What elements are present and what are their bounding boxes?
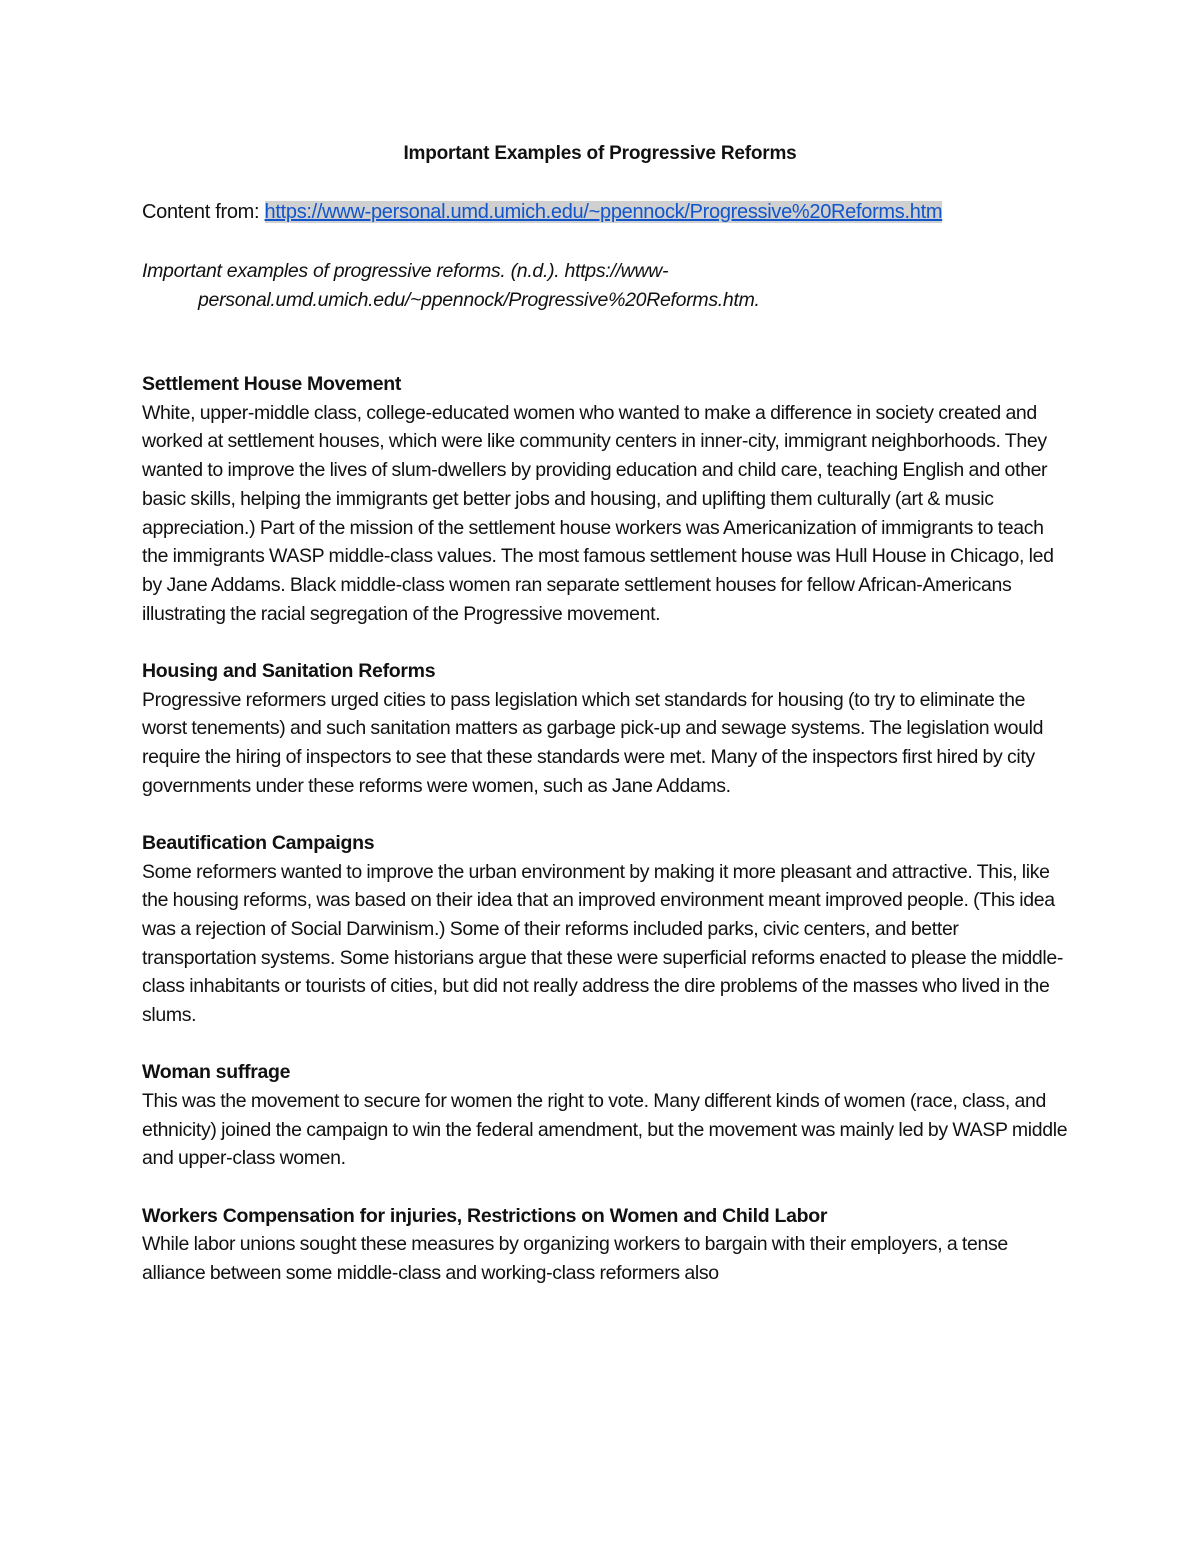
section-housing-sanitation: [142, 657, 1072, 801]
citation: [142, 257, 1072, 315]
section-heading: Workers Compensation for injuries, Restrictions on Women and Child Labor: [142, 1204, 828, 1227]
section-body: This was the movement to secure for women the right to vote. Many different kinds of women (race, class, and ethnicity) joined the campaign to win the federal amendment, but the movement was mainly led by WASP middle and upper-class women.: [142, 1089, 1068, 1170]
section-workers-compensation: [142, 1202, 1072, 1288]
section-body: While labor unions sought these measures by organizing workers to bargain with their employers, a tense alliance between some middle-class and working-class reformers also: [142, 1233, 1008, 1284]
section-body: Some reformers wanted to improve the urban environment by making it more pleasant and attractive. This, like the housing reforms, was based on their idea that an improved environment meant improved people. (This idea was a rejection of Social Darwinism.) Some of their reforms included parks, civic centers, and better transportation systems. Some historians argue that these were superficial reforms enacted to please the middle-class inhabitants or tourists of cities, but did not really address the dire problems of the masses who lived in the slums.: [142, 860, 1063, 1027]
section-heading: Woman suffrage: [142, 1061, 291, 1084]
section-body: Progressive reformers urged cities to pass legislation which set standards for housing (to try to eliminate the worst tenements) and such sanitation matters as garbage pick-up and sewage systems. The legislation would require the hiring of inspectors to see that these standards were met. Many of the inspectors first hired by city governments under these reforms were women, such as Jane Addams.: [142, 688, 1044, 797]
section-beautification: [142, 829, 1072, 1030]
section-woman-suffrage: [142, 1058, 1072, 1173]
section-heading: Settlement House Movement: [142, 373, 402, 395]
source-line: [142, 201, 942, 224]
section-body: White, upper-middle class, college-educated women who wanted to make a difference in society created and worked at settlement houses, which were like community centers in inner-city, immigrant neighborhoods. They wanted to improve the lives of slum-dwellers by providing education and child care, teaching English and other basic skills, helping the immigrants get better jobs and housing, and uplifting them culturally (art & music appreciation.) Part of the mission of the settlement house workers was Americanization of immigrants to teach the immigrants WASP middle-class values. The most famous settlement house was Hull House in Chicago, led by Jane Addams. Black middle-class women ran separate settlement houses for fellow African-Americans illustrating the racial segregation of the Progressive movement.: [142, 401, 1054, 625]
section-heading: Beautification Campaigns: [142, 831, 375, 854]
citation-line-2: personal.umd.umich.edu/~ppennock/Progressive%20Reforms.htm.: [198, 289, 760, 311]
section-settlement-house: [142, 370, 1072, 628]
citation-line-1: Important examples of progressive reforms. (n.d.). https://www-: [142, 260, 669, 282]
section-heading: Housing and Sanitation Reforms: [142, 659, 436, 682]
document-title: Important Examples of Progressive Reforms: [403, 143, 797, 164]
source-label: Content from:: [142, 201, 265, 223]
source-link[interactable]: https://www-personal.umd.umich.edu/~ppennock/Progressive%20Reforms.htm: [264, 201, 943, 223]
document-content: [142, 370, 1072, 1316]
